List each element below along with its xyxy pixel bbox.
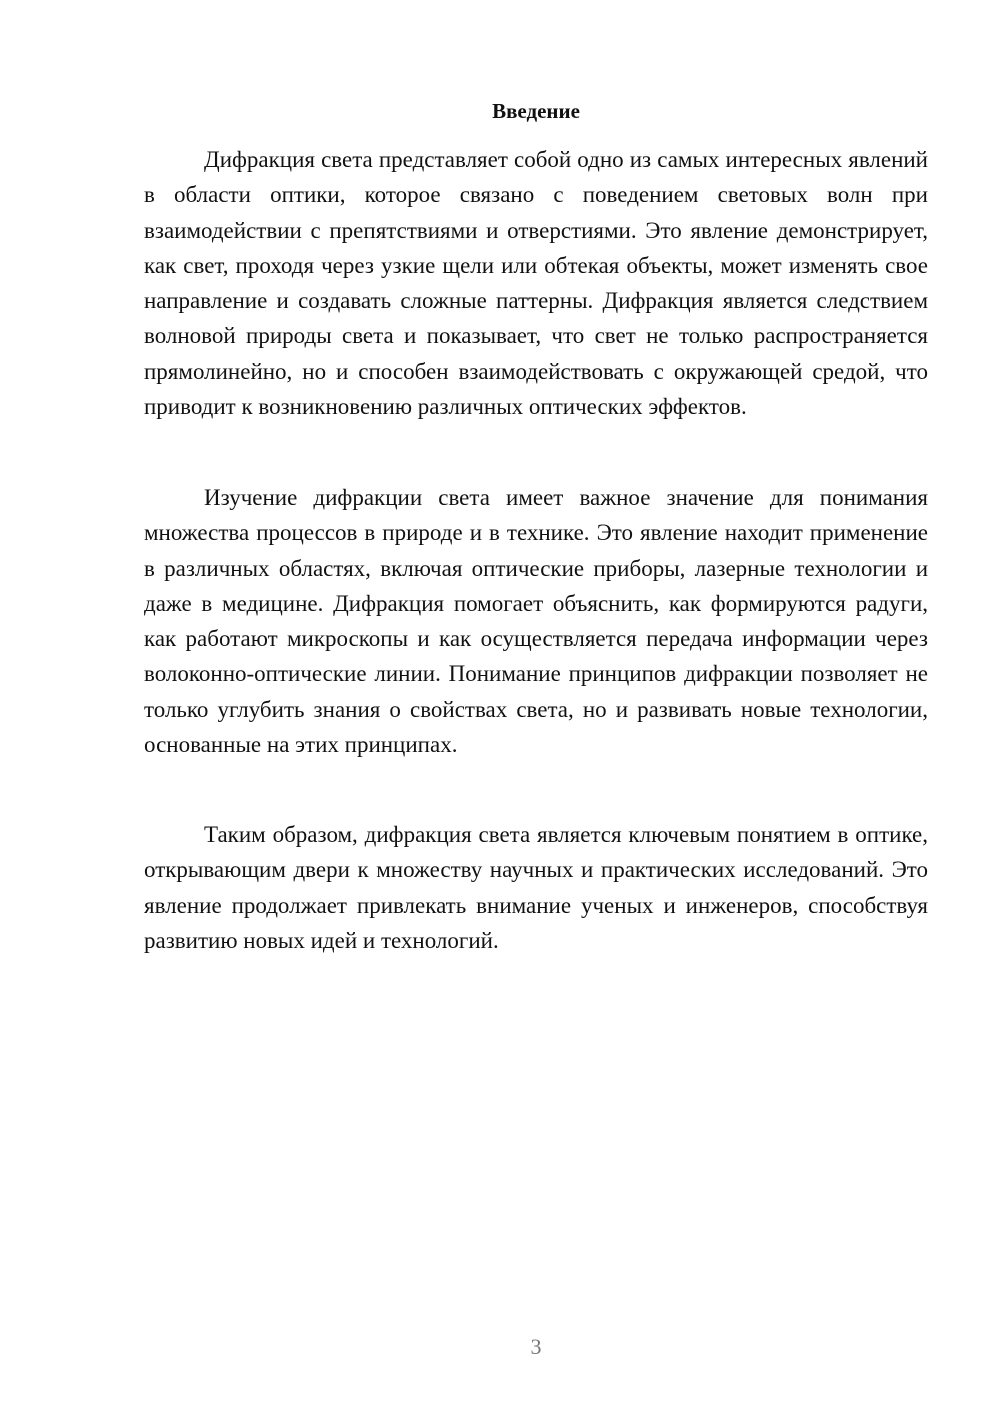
page-number: 3 <box>530 1334 542 1359</box>
paragraph-2: Изучение дифракции света имеет важное значение для понимания множества процессов в природе и в технике. Это явление находит применение в различных областях, включая оптические приборы, лазерные технологии и даже в медицине. Дифракция помогает объяснить, как формируются радуги, как работают микроскопы и как осуществляется передача информации через волоконно-оптические линии. Понимание принципов дифракции позволяет не только углубить знания о свойствах света, но и развивать новые технологии, основанные на этих принципах. <box>144 485 928 758</box>
page-title: Введение <box>492 99 580 123</box>
paragraph-3: Таким образом, дифракция света является ключевым понятием в оптике, открывающим двери к множеству научных и практических исследований. Это явление продолжает привлекать внимание ученых и инженеров, способствуя развитию новых идей и технологий. <box>144 822 928 953</box>
paragraph-1: Дифракция света представляет собой одно из самых интересных явлений в области оптики, которое связано с поведением световых волн при взаимодействии с препятствиями и отверстиями. Это явление демонстрирует, как свет, проходя через узкие щели или обтекая объекты, может изменять свое направление и создавать сложные паттерны. Дифракция является следствием волновой природы света и показывает, что свет не только распространяется прямолинейно, но и способен взаимодействовать с окружающей средой, что приводит к возникновению различных оптических эффектов. <box>144 147 928 420</box>
